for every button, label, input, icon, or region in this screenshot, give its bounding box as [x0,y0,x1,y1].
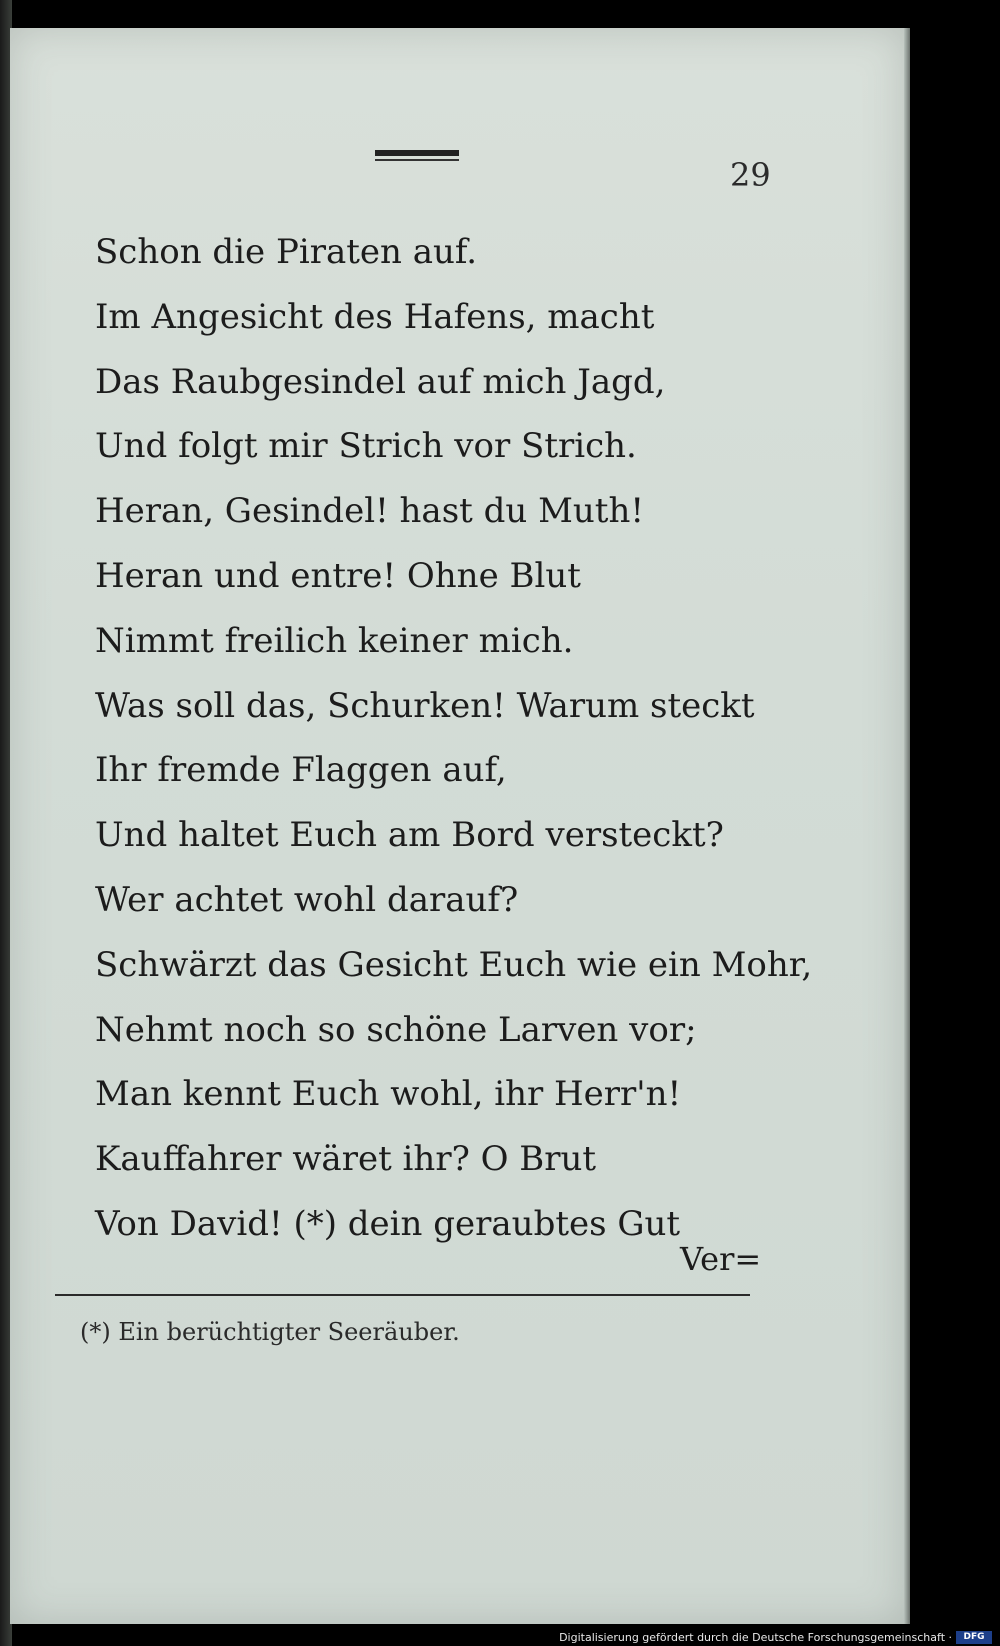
verse-line: Das Raubgesindel auf mich Jagd, [95,361,666,402]
verse-line: Man kennt Euch wohl, ihr Herr'n! [95,1074,682,1115]
verse-line: Schwärzt das Gesicht Euch wie ein Mohr, [95,944,813,985]
page-edge [904,28,910,1624]
verse-line: Schon die Piraten auf. [95,232,478,272]
ornament-bar [375,150,459,156]
verse-text [95,220,815,1257]
page-number: 29 [730,156,771,194]
verse-line: Heran und entre! Ohne Blut [95,555,581,596]
footnote: (*) Ein berüchtigter Seeräuber. [80,1318,460,1346]
verse-line: Kauffahrer wäret ihr? O Brut [95,1139,597,1180]
ornament-rule [375,159,459,161]
verse-line: Wer achtet wohl darauf? [95,879,519,920]
dfg-logo: DFG [956,1631,992,1644]
verse-line: Und folgt mir Strich vor Strich. [95,426,637,467]
verse-line: Von David! (*) dein geraubtes Gut [95,1203,681,1244]
verse-line: Was soll das, Schurken! Warum steckt [95,685,755,726]
catchword: Ver= [680,1240,762,1278]
header-ornament [375,150,459,162]
verse-line: Nehmt noch so schöne Larven vor; [95,1009,697,1050]
verse-line: Und haltet Euch am Bord versteckt? [95,815,724,856]
digitization-credit: Digitalisierung gefördert durch die Deutsche Forschungsgemeinschaft · [559,1631,952,1644]
verse-line: Nimmt freilich keiner mich. [95,620,574,661]
verse-line: Ihr fremde Flaggen auf, [95,750,507,791]
verse-line: Heran, Gesindel! hast du Muth! [95,491,645,532]
verse-line: Im Angesicht des Hafens, macht [95,296,655,337]
footnote-rule [55,1294,750,1296]
